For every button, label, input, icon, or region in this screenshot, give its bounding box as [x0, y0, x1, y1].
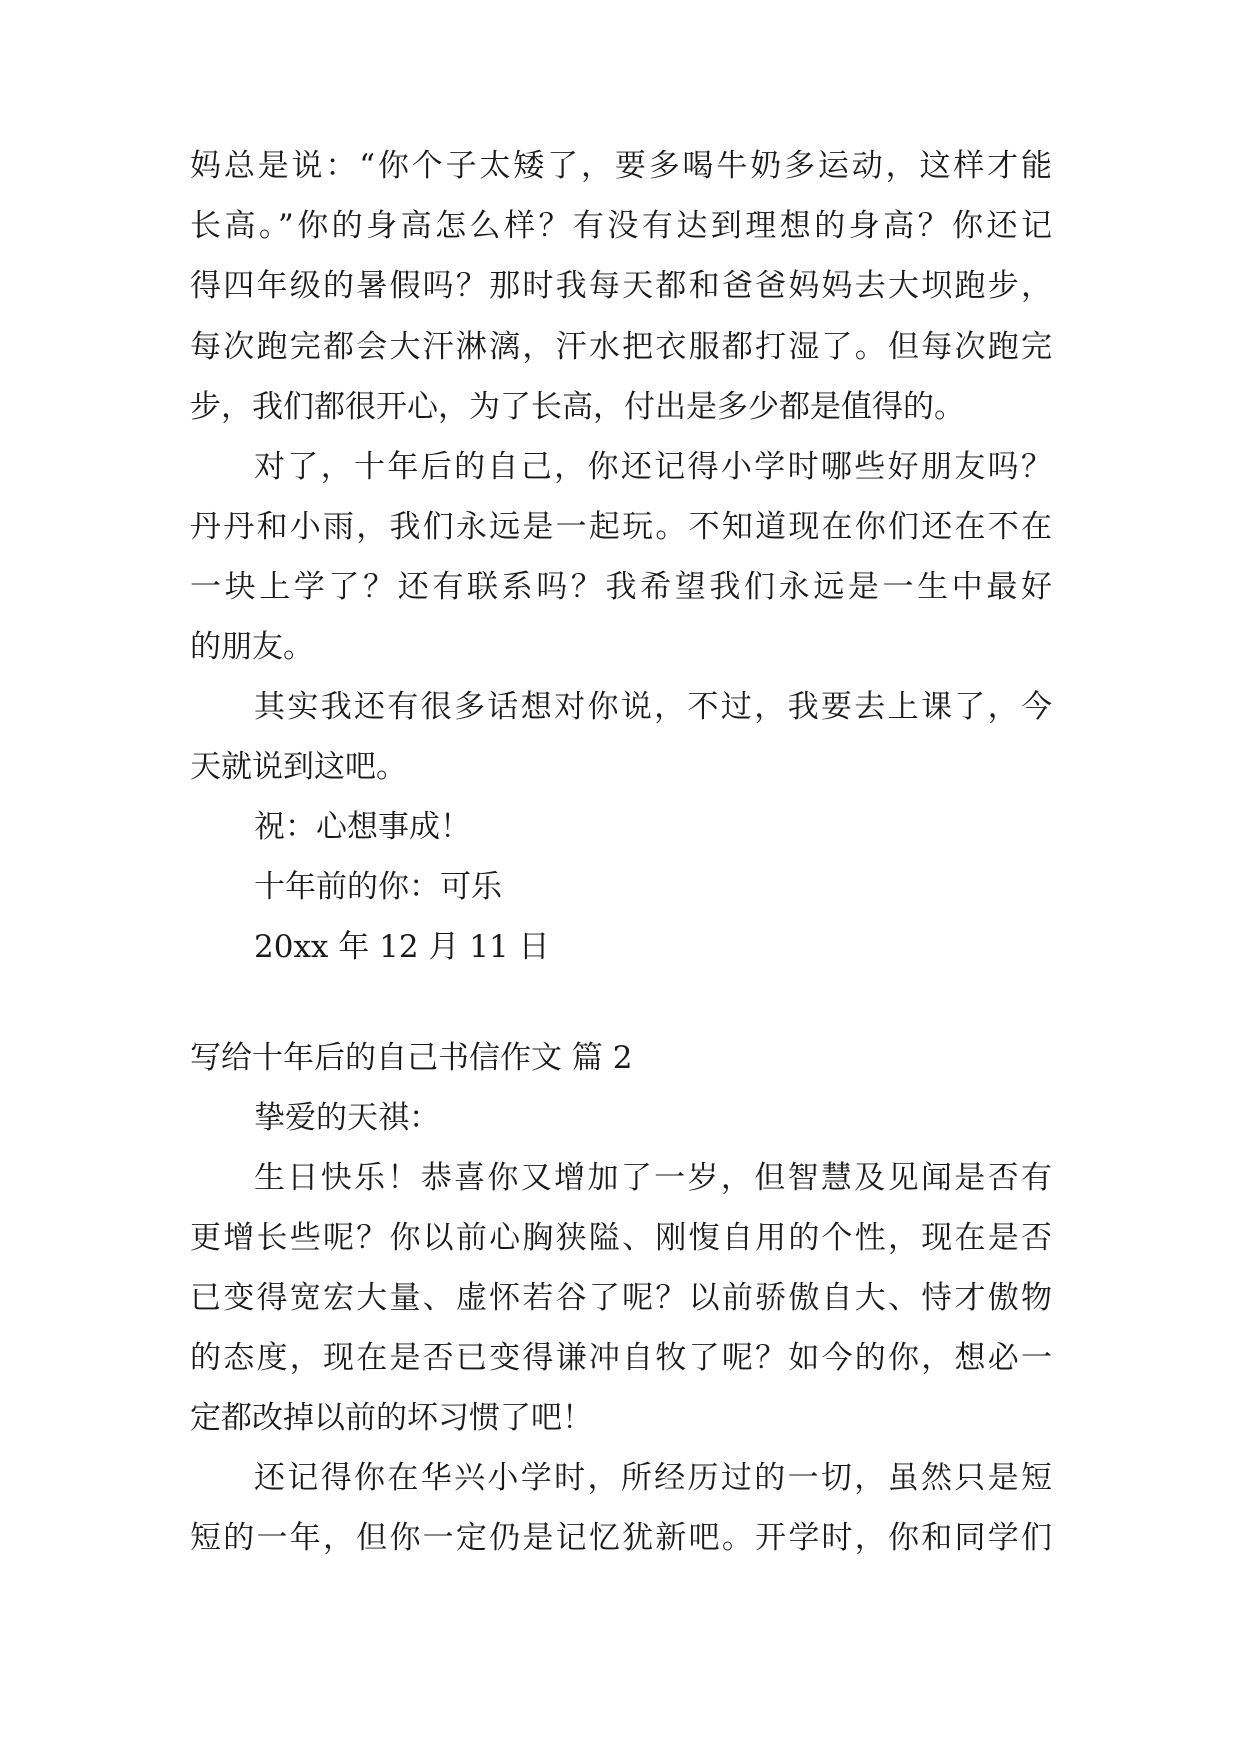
- letter2-paragraph1-line5: 定都改掉以前的坏习惯了吧！: [190, 1400, 593, 1436]
- letter1-paragraph1-line3: 得四年级的暑假吗？那时我每天都和爸爸妈妈去大坝跑步，: [190, 268, 1052, 304]
- letter1-paragraph2-line4: 的朋友。: [190, 629, 314, 665]
- letter1-signature: 十年前的你：可乐: [254, 869, 502, 905]
- letter1-paragraph2-line2: 丹丹和小雨，我们永远是一起玩。不知道现在你们还在不在: [190, 509, 1052, 545]
- letter2-paragraph1-line3: 已变得宽宏大量、虚怀若谷了呢？以前骄傲自大、恃才傲物: [190, 1280, 1052, 1316]
- letter2-paragraph1-line4: 的态度，现在是否已变得谦冲自牧了呢？如今的你，想必一: [190, 1340, 1052, 1376]
- letter1-paragraph2-line3: 一块上学了？还有联系吗？我希望我们永远是一生中最好: [190, 569, 1052, 605]
- letter1-paragraph3-line2: 天就说到这吧。: [190, 749, 407, 785]
- letter1-paragraph1-line4: 每次跑完都会大汗淋漓，汗水把衣服都打湿了。但每次跑完: [190, 329, 1052, 365]
- letter2-paragraph2-line1: 还记得你在华兴小学时，所经历过的一切，虽然只是短: [254, 1460, 1052, 1496]
- letter2-paragraph2-line2: 短的一年，但你一定仍是记忆犹新吧。开学时，你和同学们: [190, 1520, 1052, 1556]
- letter2-heading: 写给十年后的自己书信作文 篇 2: [190, 1040, 633, 1076]
- letter1-paragraph1-line5: 步，我们都很开心，为了长高，付出是多少都是值得的。: [190, 389, 965, 425]
- letter2-salutation: 挚爱的天祺：: [254, 1100, 440, 1136]
- letter1-paragraph1-line1: 妈总是说：“你个子太矮了，要多喝牛奶多运动，这样才能: [190, 148, 1052, 184]
- letter2-paragraph1-line1: 生日快乐！恭喜你又增加了一岁，但智慧及见闻是否有: [254, 1160, 1052, 1196]
- letter1-blessing: 祝：心想事成！: [254, 809, 471, 845]
- letter1-paragraph3-line1: 其实我还有很多话想对你说，不过，我要去上课了，今: [254, 689, 1052, 725]
- letter1-paragraph2-line1: 对了，十年后的自己，你还记得小学时哪些好朋友吗？: [254, 449, 1052, 485]
- letter2-paragraph1-line2: 更增长些呢？你以前心胸狭隘、刚愎自用的个性，现在是否: [190, 1220, 1052, 1256]
- letter1-date: 20xx 年 12 月 11 日: [254, 929, 550, 965]
- letter1-paragraph1-line2: 长高。”你的身高怎么样？有没有达到理想的身高？你还记: [190, 208, 1052, 244]
